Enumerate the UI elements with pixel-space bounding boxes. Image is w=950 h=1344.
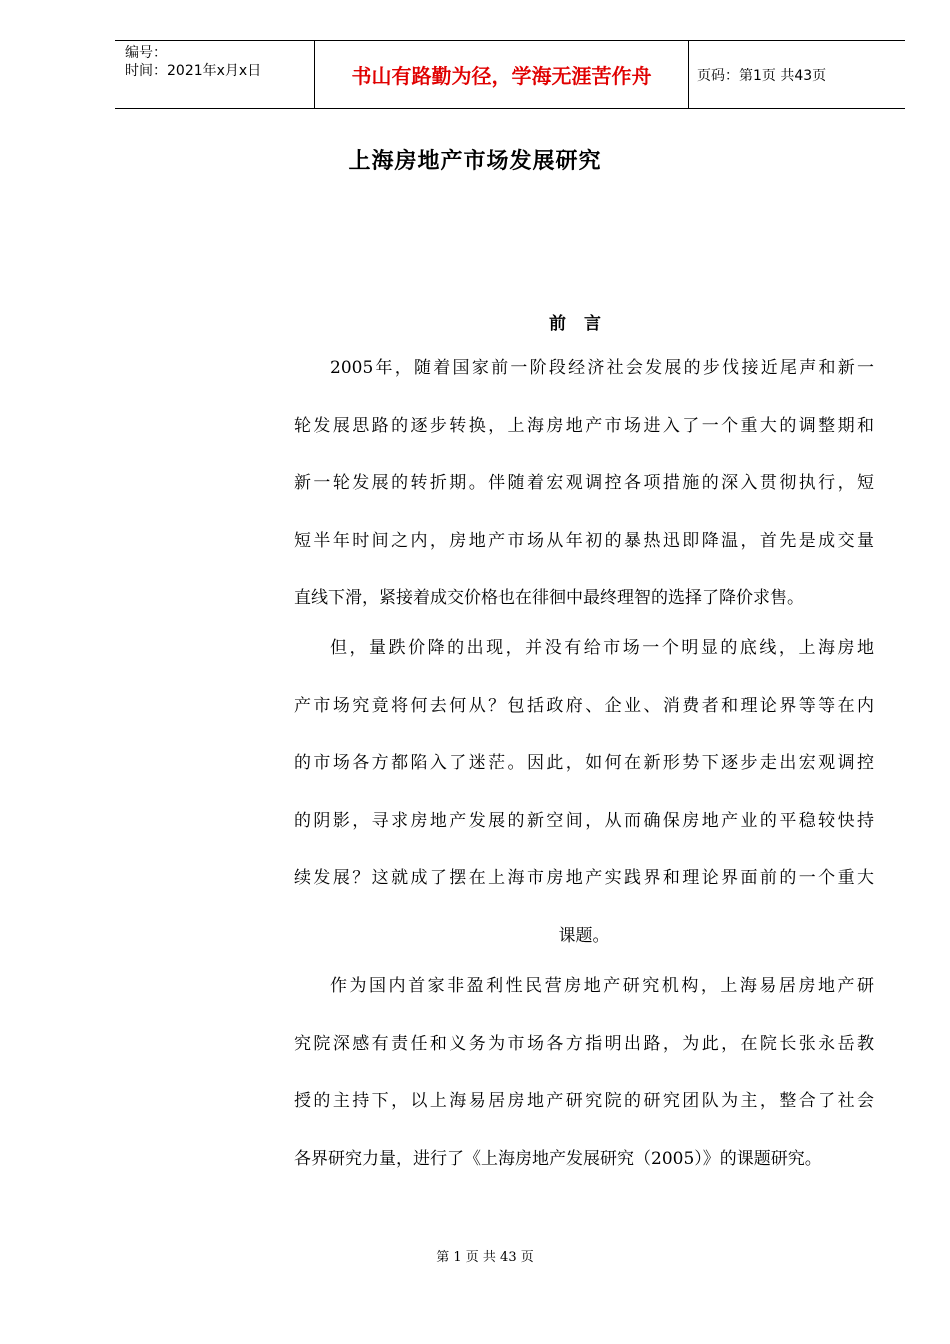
paragraph-line: 续发展？这就成了摆在上海市房地产实践界和理论界面前的一个重大 (294, 868, 874, 888)
document-title: 上海房地产市场发展研究 (348, 148, 602, 174)
header-meta (115, 41, 315, 108)
paragraph-line: 的阴影，寻求房地产发展的新空间，从而确保房地产业的平稳较快持 (294, 811, 874, 831)
paragraph-line: 授的主持下，以上海易居房地产研究院的研究团队为主，整合了社会 (294, 1091, 874, 1111)
number-label: 编号： (125, 45, 167, 61)
time-label: 时间：2021年x月x日 (125, 63, 262, 79)
paragraph-line: 究院深感有责任和义务为市场各方指明出路，为此，在院长张永岳教 (294, 1034, 874, 1054)
paragraph-line: 直线下滑，紧接着成交价格也在徘徊中最终理智的选择了降价求售。 (294, 588, 804, 608)
paragraph-line: 但，量跌价降的出现，并没有给市场一个明显的底线，上海房地 (330, 638, 874, 658)
paragraph-line: 新一轮发展的转折期。伴随着宏观调控各项措施的深入贯彻执行，短 (294, 473, 874, 493)
section-heading: 前言 (549, 314, 619, 334)
paragraph-line: 短半年时间之内，房地产市场从年初的暴热迅即降温，首先是成交量 (294, 531, 874, 551)
paragraph-line: 2005年，随着国家前一阶段经济社会发展的步伐接近尾声和新一 (330, 358, 874, 378)
paragraph-line: 的市场各方都陷入了迷茫。因此，如何在新形势下逐步走出宏观调控 (294, 753, 874, 773)
page-footer: 第 1 页 共 43 页 (436, 1250, 534, 1265)
header-motto: 书山有路勤为径，学海无涯苦作舟 (315, 41, 689, 108)
paragraph-line: 课题。 (558, 926, 610, 946)
paragraph-line: 作为国内首家非盈利性民营房地产研究机构，上海易居房地产研 (330, 976, 874, 996)
page-header (115, 40, 905, 109)
paragraph-line: 产市场究竟将何去何从？包括政府、企业、消费者和理论界等等在内 (294, 696, 874, 716)
paragraph-line: 轮发展思路的逐步转换，上海房地产市场进入了一个重大的调整期和 (294, 416, 874, 436)
header-page-info: 页码：第1页 共43页 (697, 67, 827, 84)
paragraph-line: 各界研究力量，进行了《上海房地产发展研究（2005）》的课题研究。 (294, 1149, 822, 1169)
